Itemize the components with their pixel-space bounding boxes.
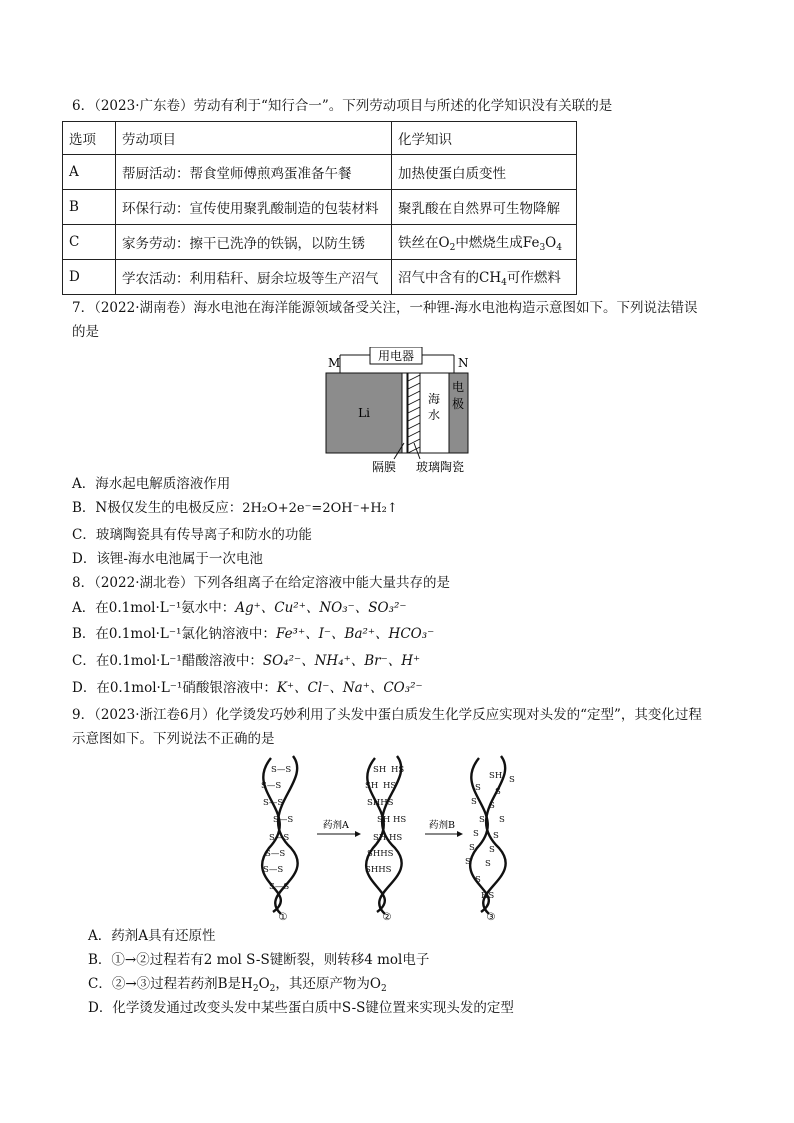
label-n: N xyxy=(458,356,469,370)
svg-text:S—S: S—S xyxy=(263,798,284,808)
figure-label-3: ③ xyxy=(486,912,496,923)
svg-text:S: S xyxy=(485,859,491,869)
ceramic-layer xyxy=(408,373,420,453)
figure-label-2: ② xyxy=(382,912,392,923)
q9-option-d: D．化学烫发通过改变头发中某些蛋白质中S-S键位置来实现头发的定型 xyxy=(88,1000,514,1016)
svg-text:SH: SH xyxy=(373,833,387,843)
svg-text:S: S xyxy=(473,829,479,839)
svg-text:SH: SH xyxy=(377,815,391,825)
knowledge-cell: 沼气中含有的$CH_4$可作燃料 xyxy=(392,260,577,295)
svg-text:S: S xyxy=(489,801,495,811)
figure-label-1: ① xyxy=(278,912,288,923)
svg-text:药剂A: 药剂A xyxy=(323,820,349,831)
svg-text:S: S xyxy=(475,783,481,793)
svg-text:SH: SH xyxy=(373,765,387,775)
svg-text:S—S: S—S xyxy=(273,815,294,825)
svg-text:S: S xyxy=(479,815,485,825)
header-project: 劳动项目 xyxy=(116,122,392,155)
svg-text:SH: SH xyxy=(365,781,379,791)
svg-text:SHHS: SHHS xyxy=(365,865,392,875)
project-cell: 学农活动：利用秸秆、厨余垃圾等生产沼气 xyxy=(116,260,392,295)
q6-table xyxy=(62,121,577,295)
electrode-label-1: 电 xyxy=(451,380,465,394)
table-row xyxy=(63,155,577,190)
q7-option-a: A．海水起电解质溶液作用 xyxy=(72,476,231,492)
q9-stem-line2: 示意图如下。下列说法不正确的是 xyxy=(72,731,275,747)
q7-option-b: B．N极仅发生的电极反应：2H₂O+2e⁻=2OH⁻+H₂↑ xyxy=(72,500,398,516)
perm-diagram xyxy=(243,752,543,924)
lithium-label: Li xyxy=(358,406,370,420)
q8-stem: 8．（2022·湖北卷）下列各组离子在给定溶液中能大量共存的是 xyxy=(72,575,450,591)
svg-text:S: S xyxy=(499,815,505,825)
device-label: 用电器 xyxy=(377,349,415,363)
svg-text:S: S xyxy=(469,843,475,853)
svg-text:S: S xyxy=(509,775,515,785)
svg-text:药剂B: 药剂B xyxy=(429,820,455,831)
svg-text:SHHS: SHHS xyxy=(367,849,394,859)
ceramic-label: 玻璃陶瓷 xyxy=(415,460,465,474)
q8-option-d: D．在0.1mol·L⁻¹硝酸银溶液中：K⁺、Cl⁻、Na⁺、CO₃²⁻ xyxy=(72,680,423,696)
q8-option-c: C．在0.1mol·L⁻¹醋酸溶液中：SO₄²⁻、NH₄⁺、Br⁻、H⁺ xyxy=(72,653,421,669)
q7-option-d: D．该锂-海水电池属于一次电池 xyxy=(72,551,263,567)
svg-text:HS: HS xyxy=(391,765,405,775)
svg-text:S—S: S—S xyxy=(271,765,292,775)
q7-option-c: C．玻璃陶瓷具有传导离子和防水的功能 xyxy=(72,527,312,543)
seawater-label-2: 水 xyxy=(427,408,441,422)
q9-stem-line1: 9．（2023·浙江卷6月）化学烫发巧妙利用了头发中蛋白质发生化学反应实现对头发的“定型”，其变化过程 xyxy=(72,707,702,723)
svg-text:S: S xyxy=(475,875,481,885)
header-knowledge: 化学知识 xyxy=(392,122,577,155)
membrane-layer xyxy=(402,373,407,453)
svg-text:HS: HS xyxy=(389,833,403,843)
project-cell: 环保行动：宣传使用聚乳酸制造的包装材料 xyxy=(116,190,392,225)
knowledge-cell: 聚乳酸在自然界可生物降解 xyxy=(392,190,577,225)
arrow-a xyxy=(317,819,361,837)
q9-option-a: A．药剂A具有还原性 xyxy=(88,928,216,944)
svg-text:S: S xyxy=(489,845,495,855)
svg-text:S: S xyxy=(495,787,501,797)
table-row xyxy=(63,225,577,260)
q8-option-a: A．在0.1mol·L⁻¹氨水中：Ag⁺、Cu²⁺、NO₃⁻、SO₃²⁻ xyxy=(72,600,407,616)
svg-text:S: S xyxy=(471,797,477,807)
electrode-label-2: 极 xyxy=(451,397,465,411)
helix-1-bonds xyxy=(261,765,293,892)
knowledge-cell: 加热使蛋白质变性 xyxy=(392,155,577,190)
table-row xyxy=(63,260,577,295)
table-row xyxy=(63,190,577,225)
knowledge-cell: 铁丝在$O_2$中燃烧生成$Fe_3O_4$ xyxy=(392,225,577,260)
table-header-row xyxy=(63,122,577,155)
q7-stem-line2: 的是 xyxy=(72,324,99,340)
q7-stem-line1: 7．（2022·湖南卷）海水电池在海洋能源领域备受关注，一种锂-海水电池构造示意图如下。下列说法错误 xyxy=(72,300,698,316)
svg-text:S—S: S—S xyxy=(265,849,286,859)
svg-text:HS: HS xyxy=(481,891,495,901)
svg-text:S: S xyxy=(493,831,499,841)
option-cell: C xyxy=(63,225,116,260)
project-cell: 帮厨活动：帮食堂师傅煎鸡蛋准备午餐 xyxy=(116,155,392,190)
battery-diagram xyxy=(322,347,482,475)
membrane-label: 隔膜 xyxy=(371,460,397,474)
option-cell: D xyxy=(63,260,116,295)
svg-text:HS: HS xyxy=(393,815,407,825)
svg-text:SH: SH xyxy=(489,771,503,781)
svg-text:S—S: S—S xyxy=(269,833,290,843)
svg-text:S—S: S—S xyxy=(269,882,290,892)
project-cell: 家务劳动：擦干已洗净的铁锅，以防生锈 xyxy=(116,225,392,260)
q8-option-b: B．在0.1mol·L⁻¹氯化钠溶液中：Fe³⁺、I⁻、Ba²⁺、HCO₃⁻ xyxy=(72,626,435,642)
svg-text:S: S xyxy=(465,857,471,867)
q6-stem: 6．（2023·广东卷）劳动有利于“知行合一”。下列劳动项目与所述的化学知识没有关联的是 xyxy=(72,98,613,114)
svg-text:HS: HS xyxy=(383,781,397,791)
q9-option-c: C．②→③过程若药剂B是$H_2O_2$，其还原产物为$O_2$ xyxy=(88,976,387,994)
header-option: 选项 xyxy=(63,122,116,155)
option-cell: A xyxy=(63,155,116,190)
svg-text:S—S: S—S xyxy=(261,781,282,791)
svg-text:S—S: S—S xyxy=(263,865,284,875)
q9-option-b: B．①→②过程若有2 mol S-S键断裂，则转移4 mol电子 xyxy=(88,952,430,968)
seawater-label-1: 海 xyxy=(427,392,441,406)
arrow-b xyxy=(425,819,463,837)
label-m: M xyxy=(328,356,341,370)
option-cell: B xyxy=(63,190,116,225)
svg-text:SHHS: SHHS xyxy=(367,798,394,808)
